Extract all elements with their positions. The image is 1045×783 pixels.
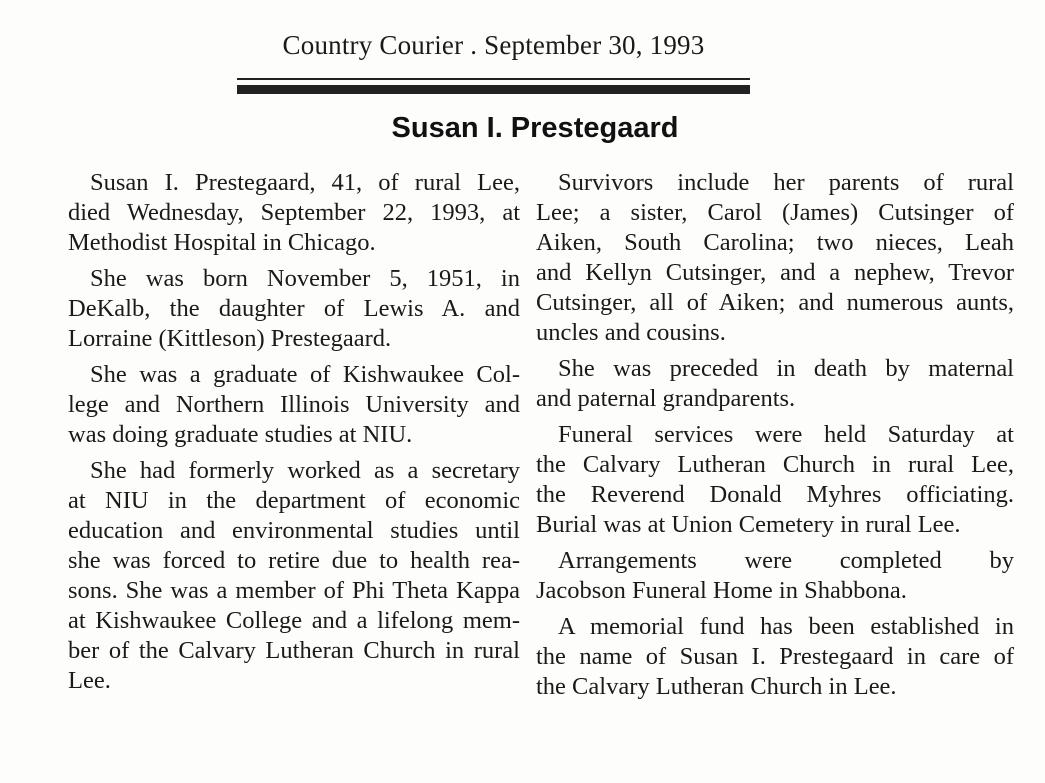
text-line: DeKalb, the daughter of Lewis A. and (68, 295, 520, 322)
text-line: Methodist Hospital in Chicago. (68, 229, 376, 256)
text-line: she was forced to retire due to health rea- (68, 547, 520, 574)
text-line: died Wednesday, September 22, 1993, at (68, 199, 520, 226)
text-line: Lee. (68, 667, 111, 694)
text-line: at Kishwaukee College and a lifelong mem- (68, 607, 520, 634)
text-line: the Calvary Lutheran Church in Lee. (536, 673, 897, 700)
text-line: the name of Susan I. Prestegaard in care of (536, 643, 1014, 670)
text-line: the Reverend Donald Myhres officiating. (536, 481, 1014, 508)
text-line: Susan I. Prestegaard, 41, of rural Lee, (90, 169, 520, 196)
text-line: A memorial fund has been established in (558, 613, 1014, 640)
text-line: was doing graduate studies at NIU. (68, 421, 413, 448)
text-line: ber of the Calvary Lutheran Church in rural (68, 637, 520, 664)
paragraph (68, 456, 520, 696)
text-line: sons. She was a member of Phi Theta Kappa (68, 577, 520, 604)
text-line: Funeral services were held Saturday at (558, 421, 1014, 448)
paragraph (536, 354, 1014, 414)
text-line: lege and Northern Illinois University and (68, 391, 520, 418)
text-line: She had formerly worked as a secretary (90, 457, 520, 484)
text-line: and Kellyn Cutsinger, and a nephew, Trevor (536, 259, 1014, 286)
paragraph (536, 546, 1014, 606)
masthead: Country Courier . September 30, 1993 (282, 30, 705, 60)
text-line: Arrangements were completed by (558, 547, 1014, 574)
paragraph (68, 360, 520, 450)
text-line: at NIU in the department of economic (68, 487, 520, 514)
obituary-headline: Susan I. Prestegaard (391, 112, 679, 144)
text-line: and paternal grandparents. (536, 385, 796, 412)
text-line: She was preceded in death by maternal (558, 355, 1014, 382)
text-line: Jacobson Funeral Home in Shabbona. (536, 577, 907, 604)
text-line: education and environmental studies until (68, 517, 520, 544)
text-line: Burial was at Union Cemetery in rural Lee. (536, 511, 961, 538)
paragraph (536, 612, 1014, 702)
text-line: She was born November 5, 1951, in (90, 265, 520, 292)
paragraph (536, 168, 1014, 348)
masthead-rule-thick (237, 85, 750, 94)
paragraph (68, 264, 520, 354)
column-right (536, 168, 1014, 708)
paragraph (68, 168, 520, 258)
text-line: Aiken, South Carolina; two nieces, Leah (536, 229, 1014, 256)
text-line: uncles and cousins. (536, 319, 726, 346)
text-line: Lorraine (Kittleson) Prestegaard. (68, 325, 392, 352)
text-line: She was a graduate of Kishwaukee Col- (90, 361, 520, 388)
text-line: Lee; a sister, Carol (James) Cutsinger of (536, 199, 1014, 226)
text-line: Survivors include her parents of rural (558, 169, 1014, 196)
column-left (68, 168, 520, 702)
text-line: the Calvary Lutheran Church in rural Lee, (536, 451, 1014, 478)
paragraph (536, 420, 1014, 540)
text-line: Cutsinger, all of Aiken; and numerous aunts, (536, 289, 1014, 316)
masthead-rule-thin (237, 78, 750, 80)
